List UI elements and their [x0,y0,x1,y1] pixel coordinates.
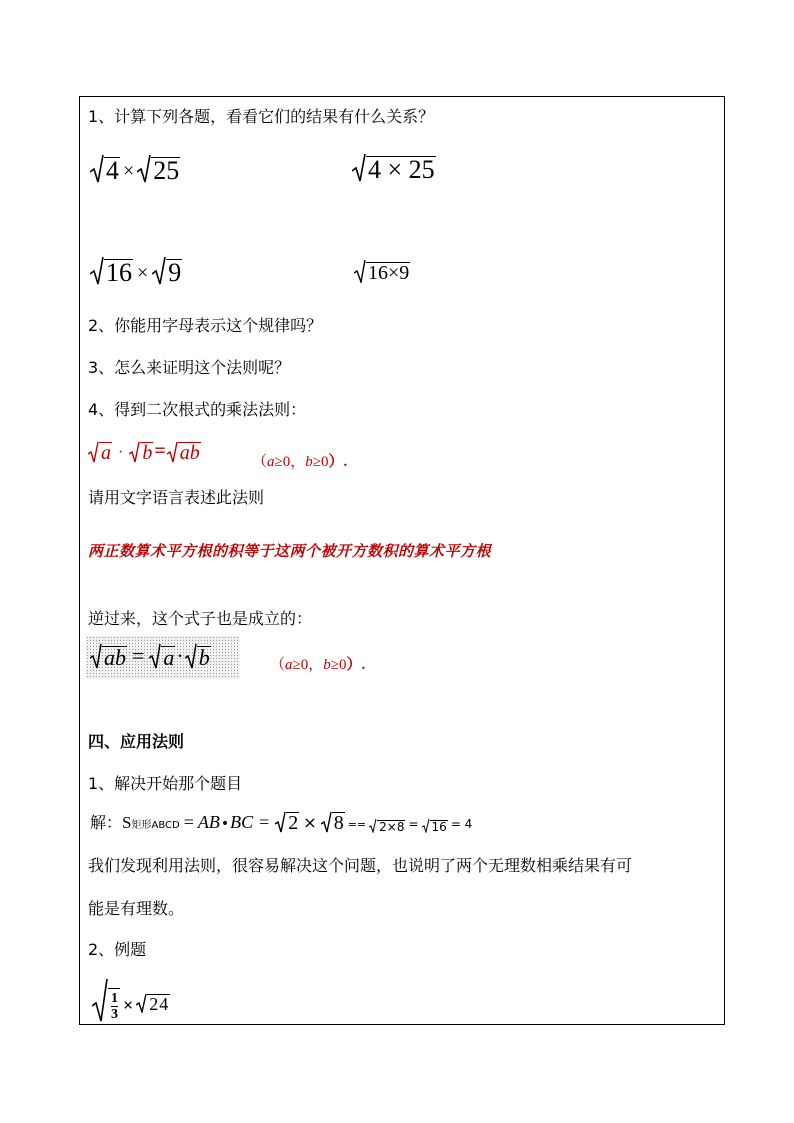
expr-sqrt-16x9 [354,259,410,283]
reverse-statement: 逆过来，这个式子也是成立的： [88,609,313,628]
radicand-b: b [198,645,210,670]
application-2: 2、例题 [88,940,147,959]
radical-sqrt24 [136,993,170,1013]
segment-bc: BC [230,812,254,832]
expr-sqrt4-times-sqrt25 [90,154,180,184]
expr-sqrt16-times-sqrt9 [90,256,182,286]
double-equals: == [347,818,367,831]
radicand-a: a [163,645,175,670]
radicand-25: 25 [153,156,180,185]
radical-sqrt2 [275,811,299,833]
radicand-ab: ab [104,645,126,670]
verbal-rule-answer: 两正数算术平方根的积等于这两个被开方数积的算术平方根 [88,542,492,560]
cond-ge-b: ≥0 [330,657,347,673]
paren-close: ）. [328,454,348,470]
question-1: 1、计算下列各题，看看它们的结果有什么关系？ [88,107,435,126]
times-sign: × [123,160,135,182]
radical-sqrt8 [321,811,345,833]
radical-sqrt-a [149,643,175,669]
radical-sqrt16 [90,256,133,286]
solution-line [90,810,472,833]
radicand-2: 2 [288,812,299,834]
verbal-prompt: 请用文字语言表述此法则 [88,488,265,507]
radical-sqrt-16x9 [354,259,410,283]
radicand-4: 4 [106,156,119,185]
equals-sign: = [154,440,166,462]
reverse-condition [270,653,365,674]
paren-open: （ [252,454,268,470]
radical-sqrt-b [129,441,153,463]
bullet-operator: • [220,816,230,832]
fraction-one-third [111,991,118,1022]
example-expression [92,978,170,1022]
radicand-16: 16 [431,820,447,834]
times-sign: × [123,995,134,1015]
segment-ab: AB [197,812,220,832]
radicand-16: 16 [106,258,132,287]
radicand-24: 24 [149,994,170,1014]
cond-var-b: b [305,454,313,470]
radical-sqrt-a [88,441,112,463]
paren-open: （ [270,657,286,673]
result: = 4 [450,817,473,831]
cond-ge-a: ≥0， [292,657,324,673]
cond-var-b: b [323,657,331,673]
expr-sqrt-4-times-25 [352,153,436,183]
paren-close: ）. [346,657,366,673]
remark-line-1: 我们发现利用法则，很容易解决这个问题，也说明了两个无理数相乘结果有可 [88,856,633,875]
equals-sign: = [408,817,419,831]
equals-sign: = [183,812,194,832]
radicand-a: a [101,442,111,464]
cond-var-a: a [267,454,275,470]
question-2: 2、你能用字母表示这个规律吗？ [88,316,323,335]
radical-sqrt-4x25 [352,153,436,183]
radicand-4x25: 4 × 25 [368,155,435,184]
remark-line-2: 能是有理数。 [88,899,185,918]
cond-var-a: a [285,657,293,673]
radical-sqrt-ab [167,441,201,463]
question-4: 4、得到二次根式的乘法法则： [88,400,307,419]
radical-sqrt9 [152,256,182,286]
radical-sqrt16 [422,818,448,833]
times-sign: × [303,813,317,832]
numerator: 1 [111,991,118,1006]
radicand-2x8: 2×8 [379,820,405,834]
times-sign: × [137,262,149,284]
area-symbol: S [122,813,132,832]
question-3: 3、怎么来证明这个法则呢？ [88,358,291,377]
radicand-9: 9 [168,258,182,287]
dot-operator: · [176,643,184,668]
application-1: 1、解决开始那个题目 [88,774,243,793]
radical-sqrt-one-third [92,978,120,1022]
equals-sign: = [132,643,145,668]
section-title: 四、应用法则 [88,732,185,751]
radicand-b: b [142,442,153,464]
radical-sqrt-b [185,643,211,669]
cond-ge-b: ≥0 [312,454,329,470]
radical-sqrt-2x8 [369,818,405,833]
rule-condition [252,450,347,471]
solution-prefix: 解： [90,813,123,832]
radicand-8: 8 [333,812,344,834]
radicand-ab: ab [179,442,200,464]
equals-sign: = [259,812,270,832]
radicand-16x9: 16×9 [368,262,410,284]
reverse-formula [90,643,211,669]
dot-operator: · [118,444,124,461]
denominator: 3 [111,1007,118,1022]
radical-sqrt-ab [90,643,127,669]
cond-ge-a: ≥0， [274,454,306,470]
area-subscript: 矩形ABCD [131,820,180,831]
radical-sqrt4 [90,154,120,184]
radical-sqrt25 [137,154,180,184]
multiplication-rule [88,440,201,463]
